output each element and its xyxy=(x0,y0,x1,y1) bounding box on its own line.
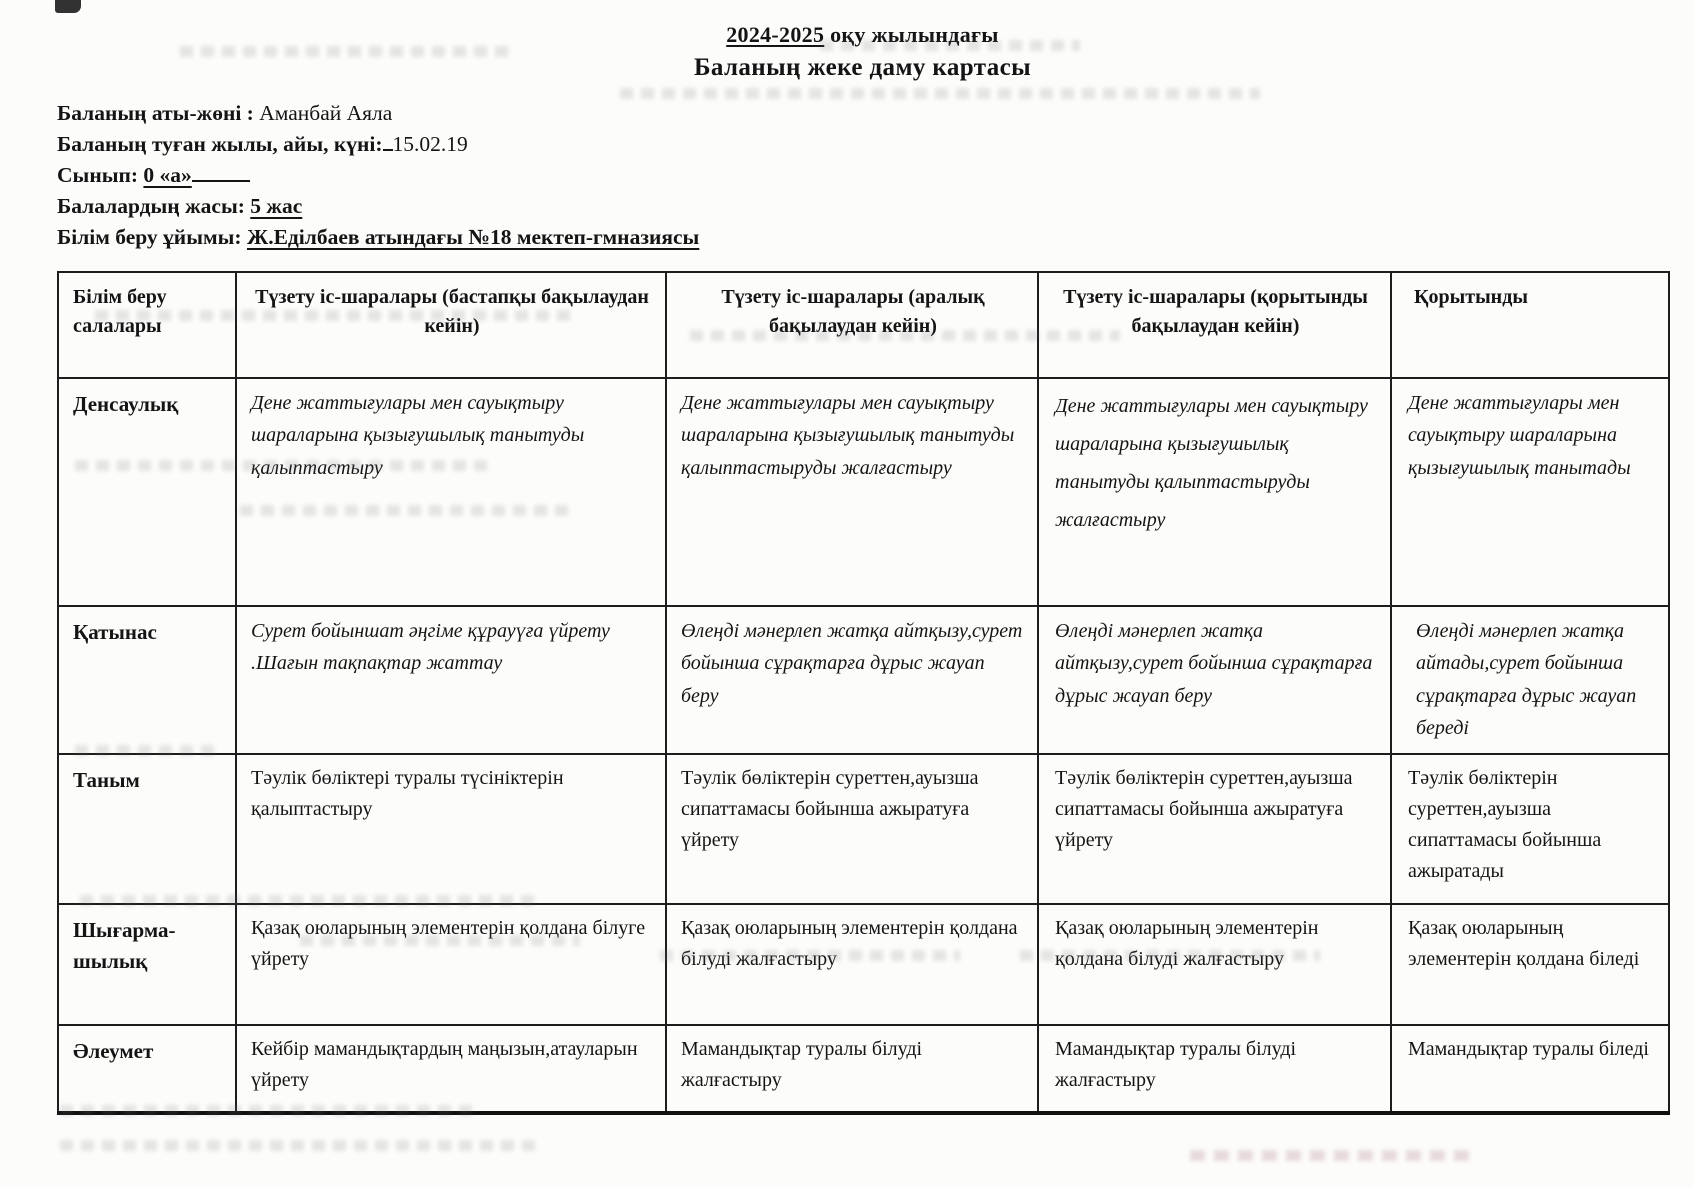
row-category: Денсаулық xyxy=(58,378,236,606)
row-category: Қатынас xyxy=(58,606,236,754)
cell-conclusion: Тәулік бөліктерін суреттен,ауызша сипаттамасы бойынша ажыратады xyxy=(1391,754,1669,904)
table-row-qatynas xyxy=(58,606,1669,754)
cell-interim: Мамандықтар туралы білуді жалғастыру xyxy=(666,1025,1038,1113)
class-value: 0 «а» xyxy=(143,163,192,187)
cell-final: Дене жаттығулары мен сауықтыру шараларына қызығушылық танытуды қалыптастыруды жалғастыру xyxy=(1038,378,1391,606)
cell-initial: Қазақ оюларының элементерін қолдана білуге үйрету xyxy=(236,904,666,1025)
document-title-block xyxy=(57,22,1668,82)
name-label: Баланың аты-жөні : xyxy=(57,101,254,125)
header-education-areas: Білім беру салалары xyxy=(58,272,236,378)
cell-conclusion: Қазақ оюларының элементерін қолдана біледі xyxy=(1391,904,1669,1025)
cell-conclusion: Дене жаттығулары мен сауықтыру шараларына қызығушылық танытады xyxy=(1391,378,1669,606)
cell-final: Өлеңді мәнерлеп жатқа айтқызу,сурет бойынша сұрақтарға дұрыс жауап беру xyxy=(1038,606,1391,754)
age-label: Балалардың жасы: xyxy=(57,194,245,218)
row-category: Таным xyxy=(58,754,236,904)
table-row-shygarmashylyq xyxy=(58,904,1669,1025)
cell-interim: Дене жаттығулары мен сауықтыру шараларына қызығушылық танытуды қалыптастыруды жалғастыру xyxy=(666,378,1038,606)
header-measures-final: Түзету іс-шаралары (қорытынды бақылаудан кейін) xyxy=(1038,272,1391,378)
cell-final: Қазақ оюларының элементерін қолдана білуді жалғастыру xyxy=(1038,904,1391,1025)
header-conclusion: Қорытынды xyxy=(1391,272,1669,378)
row-category: Шығарма-шылық xyxy=(58,904,236,1025)
age-value: 5 жас xyxy=(250,194,303,218)
cell-final: Мамандықтар туралы білуді жалғастыру xyxy=(1038,1025,1391,1113)
cell-initial: Тәулік бөліктері туралы түсініктерін қалыптастыру xyxy=(236,754,666,904)
table-row-densaulyk xyxy=(58,378,1669,606)
organization-label: Білім беру ұйымы: xyxy=(57,225,242,249)
scan-bleedthrough xyxy=(1190,1150,1470,1161)
table-row-aleumet xyxy=(58,1025,1669,1113)
organization-value: Ж.Еділбаев атындағы №18 мектеп-гмназиясы xyxy=(246,225,700,249)
cell-conclusion: Өлеңді мәнерлеп жатқа айтады,сурет бойынша сұрақтарға дұрыс жауап береді xyxy=(1391,606,1669,754)
cell-initial: Дене жаттығулары мен сауықтыру шараларына қызығушылық танытуды қалыптастыру xyxy=(236,378,666,606)
name-value: Аманбай Аяла xyxy=(259,101,393,125)
header-measures-initial: Түзету іс-шаралары (бастапқы бақылаудан кейін) xyxy=(236,272,666,378)
birthdate-label: Баланың туған жылы, айы, күні: xyxy=(57,132,383,156)
cell-final: Тәулік бөліктерін суреттен,ауызша сипаттамасы бойынша ажыратуға үйрету xyxy=(1038,754,1391,904)
cell-initial: Сурет бойыншат әңгіме құрауүға үйрету .Шағын тақпақтар жаттау xyxy=(236,606,666,754)
title-year-underlined: 2024-2025 xyxy=(726,22,825,47)
info-line-organization xyxy=(57,222,1668,253)
development-card-table xyxy=(57,271,1670,1115)
info-line-class xyxy=(57,160,1668,191)
underline-gap xyxy=(383,131,393,151)
title-school-year xyxy=(57,22,1668,48)
table-header xyxy=(58,272,1669,378)
table-row-tanym xyxy=(58,754,1669,904)
underline-tail xyxy=(192,162,250,182)
birthdate-value: 15.02.19 xyxy=(392,132,468,156)
cell-interim: Қазақ оюларының элементерін қолдана білуді жалғастыру xyxy=(666,904,1038,1025)
info-line-name xyxy=(57,98,1668,129)
scan-corner-mark xyxy=(55,0,81,13)
cell-interim: Өлеңді мәнерлеп жатқа айтқызу,сурет бойынша сұрақтарға дұрыс жауап беру xyxy=(666,606,1038,754)
header-measures-interim: Түзету іс-шаралары (аралық бақылаудан кейін) xyxy=(666,272,1038,378)
cell-conclusion: Мамандықтар туралы біледі xyxy=(1391,1025,1669,1113)
class-label: Сынып: xyxy=(57,163,139,187)
cell-interim: Тәулік бөліктерін суреттен,ауызша сипаттамасы бойынша ажыратуға үйрету xyxy=(666,754,1038,904)
page-title: Баланың жеке даму картасы xyxy=(693,54,1032,81)
info-line-birthdate xyxy=(57,129,1668,160)
cell-initial: Кейбір мамандықтардың маңызын,атауларын үйрету xyxy=(236,1025,666,1113)
scan-bleedthrough xyxy=(60,1140,540,1151)
child-info-block xyxy=(57,98,1668,253)
info-line-age xyxy=(57,191,1668,222)
title-year-rest: оқу жылындағы xyxy=(824,22,999,47)
row-category: Әлеумет xyxy=(58,1025,236,1113)
